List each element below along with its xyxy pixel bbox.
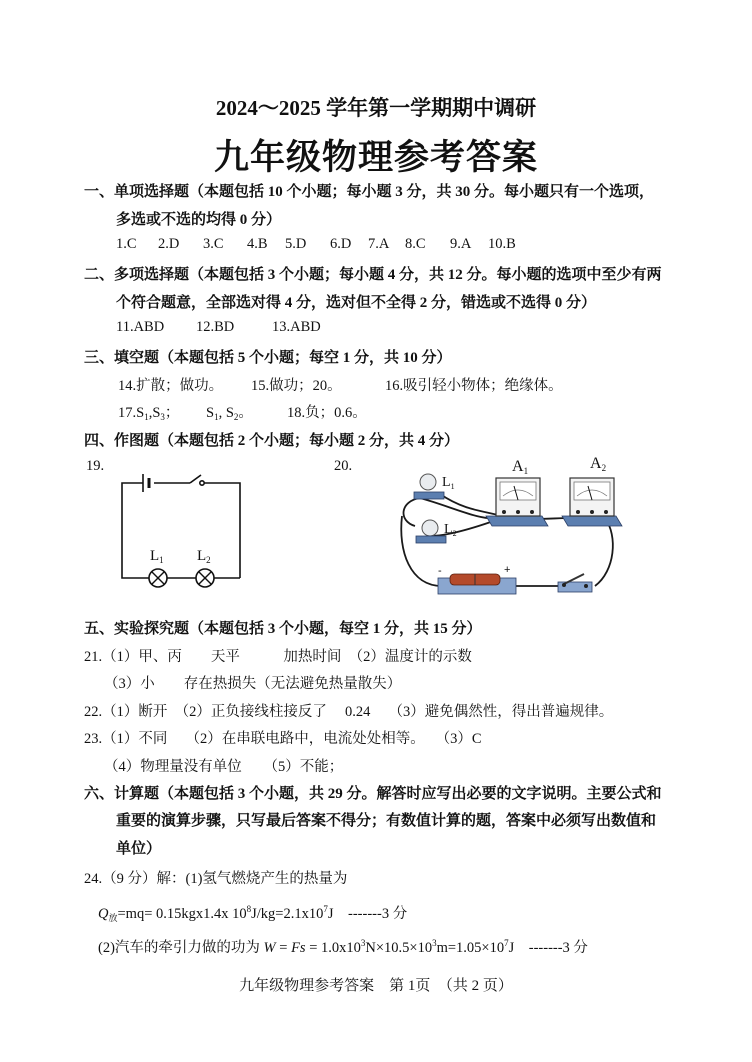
s3-answer-17a: $17.S_1,S_3$； xyxy=(118,405,180,422)
s2-answer: 12.BD xyxy=(196,319,235,335)
s3-answer: 15.做功；20。 xyxy=(251,378,342,394)
section-3-title: 三、填空题（本题包括 5 个小题；每空 1 分，共 10 分） xyxy=(84,350,452,366)
bulb-l1-label: $L_1$ xyxy=(442,475,455,491)
battery-plus-label: + xyxy=(504,564,511,576)
section-6-title-cont2: 单位） xyxy=(116,841,162,857)
section-6-title: 六、计算题（本题包括 3 个小题，共 29 分。解答时应写出必要的文字说明。主要公式和 xyxy=(84,786,662,802)
bulb-l2-label: $L_2$ xyxy=(444,522,457,538)
bulb-l2-icon xyxy=(416,520,446,543)
section-2-title: 二、多项选择题（本题包括 3 个小题；每小题 4 分，共 12 分。每小题的选项中至少有两 xyxy=(84,267,662,283)
ammeter-a2-label: A2 xyxy=(590,456,607,473)
s1-answer: 6.D xyxy=(330,236,352,252)
section-4-title: 四、作图题（本题包括 2 个小题；每小题 2 分，共 4 分） xyxy=(84,433,460,449)
switch-icon xyxy=(558,574,592,592)
s3-answer-17b: $S_1$, $S_2$。 xyxy=(206,405,253,422)
s2-answer: 11.ABD xyxy=(116,319,165,335)
s1-answer: 10.B xyxy=(488,236,516,252)
s3-answer-18: 18.负；0.6。 xyxy=(287,405,367,421)
s1-answer: 1.C xyxy=(116,236,137,252)
s1-answer: 9.A xyxy=(450,236,472,252)
s1-answer: 2.D xyxy=(158,236,180,252)
answer-22: 22.（1）断开 （2）正负接线柱接反了 0.24 （3）避免偶然性，得出普遍规律。 xyxy=(84,704,614,720)
equation-heat: $Q_放=mq= 0.15kgx1.4x$ $10^8J/kg=2.1x10^7J$ -------3 分 xyxy=(98,904,408,923)
lamp-l1-label: $L_1$ xyxy=(150,548,164,565)
battery-minus-label: - xyxy=(438,565,442,577)
circuit-photo-20 xyxy=(390,456,630,604)
section-1-title: 一、单项选择题（本题包括 10 个小题；每小题 3 分，共 30 分。每小题只有一个选项， xyxy=(84,184,655,200)
question-19-label: 19. xyxy=(86,458,105,474)
exam-header: 2024～2025 学年第一学期期中调研 xyxy=(215,96,537,120)
ammeter-a2-icon xyxy=(562,478,622,526)
s3-answer: 14.扩散；做功。 xyxy=(118,378,224,394)
answer-24-intro: 24.（9 分）解：(1)氢气燃烧产生的热量为 xyxy=(84,871,348,887)
circuit-diagram-19 xyxy=(112,470,252,595)
equation-work: (2)汽车的牵引力做的功为 $W = Fs = 1.0x10^3N\times 10.5\times 10^3m=1.05\times 10^7J$ -------3 分 xyxy=(98,938,588,956)
s1-answer: 7.A xyxy=(368,236,390,252)
bulb-l1-icon xyxy=(414,474,444,499)
question-20-label: 20. xyxy=(334,458,353,474)
answer-21-line2: （3）小 存在热损失（无法避免热量散失） xyxy=(104,676,402,692)
answer-23-line1: 23.（1）不同 （2）在串联电路中，电流处处相等。 （3）C xyxy=(84,731,482,747)
s1-answer: 4.B xyxy=(247,236,268,252)
s1-answer: 5.D xyxy=(285,236,307,252)
page-footer: 九年级物理参考答案 第 1页 （共 2 页） xyxy=(239,978,513,994)
s3-answer: 16.吸引轻小物体；绝缘体。 xyxy=(385,378,563,394)
s1-answer: 3.C xyxy=(203,236,224,252)
lamp-l2-icon xyxy=(196,569,214,587)
lamp-l1-icon xyxy=(149,569,167,587)
answer-21-line1: 21.（1）甲、丙 天平 加热时间 （2）温度计的示数 xyxy=(84,649,472,665)
section-2-title-cont: 个符合题意，全部选对得 4 分，选对但不全得 2 分，错选或不选得 0 分） xyxy=(116,295,597,311)
ammeter-a1-label: A1 xyxy=(512,458,529,476)
answer-23-line2: （4）物理量没有单位 （5）不能； xyxy=(104,759,344,775)
section-5-title: 五、实验探究题（本题包括 3 个小题，每空 1 分，共 15 分） xyxy=(84,621,482,637)
section-6-title-cont: 重要的演算步骤，只写最后答案不得分；有数值计算的题，答案中必须写出数值和 xyxy=(116,813,657,829)
page-title: 九年级物理参考答案 xyxy=(213,138,538,177)
ammeter-a1-icon xyxy=(486,478,548,526)
battery-icon xyxy=(438,574,516,594)
s1-answer: 8.C xyxy=(405,236,426,252)
section-1-title-cont: 多选或不选的均得 0 分） xyxy=(116,212,282,228)
s2-answer: 13.ABD xyxy=(272,319,321,335)
lamp-l2-label: $L_2$ xyxy=(197,548,211,565)
